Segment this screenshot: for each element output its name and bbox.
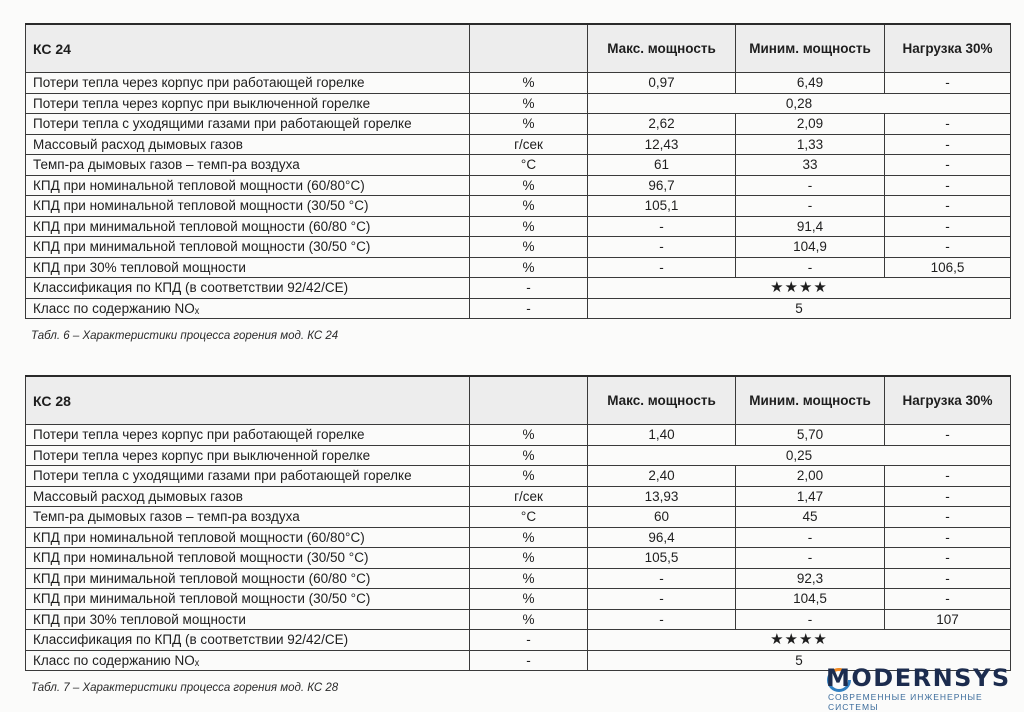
load-30-header: Нагрузка 30% <box>885 24 1011 73</box>
table-row <box>26 298 1011 319</box>
table-row <box>26 278 1011 299</box>
table-caption: Табл. 7 – Характеристики процесса горения мод. КС 28 <box>31 682 339 694</box>
efficiency-stars-cell: ★★★★ <box>588 278 1011 299</box>
min-power-cell: - <box>736 527 885 548</box>
max-power-cell: 96,4 <box>588 527 736 548</box>
unit-column-header <box>470 376 588 425</box>
unit-cell: - <box>470 650 588 671</box>
unit-cell: % <box>470 466 588 487</box>
unit-cell: - <box>470 298 588 319</box>
parameter-cell: Массовый расход дымовых газов <box>26 134 470 155</box>
parameter-cell: Классификация по КПД (в соответствии 92/42/CE) <box>26 630 470 651</box>
load-30-cell: - <box>885 216 1011 237</box>
parameter-cell: Класс по содержанию NOₓ <box>26 650 470 671</box>
load-30-cell: - <box>885 486 1011 507</box>
max-power-cell: - <box>588 609 736 630</box>
efficiency-stars-cell: ★★★★ <box>588 630 1011 651</box>
unit-cell: °C <box>470 507 588 528</box>
unit-cell: г/сек <box>470 134 588 155</box>
max-power-cell: 2,40 <box>588 466 736 487</box>
merged-value-cell: 5 <box>588 298 1011 319</box>
unit-column-header <box>470 24 588 73</box>
unit-cell: % <box>470 527 588 548</box>
load-30-cell: - <box>885 114 1011 135</box>
unit-cell: % <box>470 73 588 94</box>
load-30-cell: 107 <box>885 609 1011 630</box>
min-power-cell: - <box>736 196 885 217</box>
load-30-cell: - <box>885 507 1011 528</box>
min-power-cell: 104,5 <box>736 589 885 610</box>
merged-value-cell: 0,28 <box>588 93 1011 114</box>
table-row <box>26 114 1011 135</box>
max-power-cell: 60 <box>588 507 736 528</box>
table-row <box>26 630 1011 651</box>
parameter-cell: Потери тепла через корпус при выключенной горелке <box>26 93 470 114</box>
table-row <box>26 175 1011 196</box>
load-30-cell: - <box>885 237 1011 258</box>
parameter-cell: Темп-ра дымовых газов – темп-ра воздуха <box>26 155 470 176</box>
max-power-header: Макс. мощность <box>588 376 736 425</box>
unit-cell: % <box>470 589 588 610</box>
table-row <box>26 237 1011 258</box>
table-row <box>26 425 1011 446</box>
combustion-table-kc24 <box>25 23 1011 319</box>
unit-cell: - <box>470 278 588 299</box>
parameter-cell: Потери тепла через корпус при работающей горелке <box>26 425 470 446</box>
min-power-cell: 104,9 <box>736 237 885 258</box>
max-power-cell: 105,1 <box>588 196 736 217</box>
unit-cell: % <box>470 196 588 217</box>
min-power-cell: 2,00 <box>736 466 885 487</box>
min-power-cell: - <box>736 257 885 278</box>
load-30-cell: - <box>885 155 1011 176</box>
combustion-table-kc28 <box>25 375 1011 671</box>
load-30-cell: - <box>885 589 1011 610</box>
min-power-cell: 33 <box>736 155 885 176</box>
unit-cell: % <box>470 425 588 446</box>
load-30-header: Нагрузка 30% <box>885 376 1011 425</box>
load-30-cell: - <box>885 425 1011 446</box>
min-power-header: Миним. мощность <box>736 376 885 425</box>
parameter-cell: Потери тепла с уходящими газами при работающей горелке <box>26 466 470 487</box>
table-model-title: КС 28 <box>26 376 470 425</box>
load-30-cell: - <box>885 134 1011 155</box>
load-30-cell: - <box>885 73 1011 94</box>
load-30-cell: - <box>885 548 1011 569</box>
table-row <box>26 589 1011 610</box>
load-30-cell: - <box>885 568 1011 589</box>
min-power-cell: - <box>736 548 885 569</box>
table-row <box>26 216 1011 237</box>
logo-tagline: СОВРЕМЕННЫЕ ИНЖЕНЕРНЫЕ СИСТЕМЫ <box>828 692 983 712</box>
load-30-cell: - <box>885 175 1011 196</box>
load-30-cell: - <box>885 196 1011 217</box>
max-power-cell: 96,7 <box>588 175 736 196</box>
max-power-cell: 12,43 <box>588 134 736 155</box>
unit-cell: % <box>470 257 588 278</box>
unit-cell: % <box>470 175 588 196</box>
max-power-cell: 1,40 <box>588 425 736 446</box>
unit-cell: % <box>470 93 588 114</box>
table-row <box>26 73 1011 94</box>
parameter-cell: Классификация по КПД (в соответствии 92/42/CE) <box>26 278 470 299</box>
max-power-cell: - <box>588 257 736 278</box>
max-power-cell: - <box>588 589 736 610</box>
max-power-cell: - <box>588 568 736 589</box>
table-caption: Табл. 6 – Характеристики процесса горения мод. КС 24 <box>31 330 339 342</box>
table-row <box>26 93 1011 114</box>
table-row <box>26 548 1011 569</box>
table-row <box>26 507 1011 528</box>
parameter-cell: Массовый расход дымовых газов <box>26 486 470 507</box>
min-power-cell: 1,47 <box>736 486 885 507</box>
parameter-cell: КПД при минимальной тепловой мощности (30/50 °C) <box>26 237 470 258</box>
unit-cell: °C <box>470 155 588 176</box>
table-header-row <box>26 376 1011 425</box>
unit-cell: г/сек <box>470 486 588 507</box>
table-row <box>26 196 1011 217</box>
max-power-cell: - <box>588 237 736 258</box>
table-row <box>26 568 1011 589</box>
parameter-cell: КПД при номинальной тепловой мощности (30/50 °C) <box>26 548 470 569</box>
unit-cell: % <box>470 445 588 466</box>
min-power-cell: 5,70 <box>736 425 885 446</box>
min-power-cell: 91,4 <box>736 216 885 237</box>
table-row <box>26 445 1011 466</box>
unit-cell: % <box>470 548 588 569</box>
min-power-cell: 1,33 <box>736 134 885 155</box>
min-power-header: Миним. мощность <box>736 24 885 73</box>
max-power-cell: 0,97 <box>588 73 736 94</box>
parameter-cell: КПД при 30% тепловой мощности <box>26 609 470 630</box>
parameter-cell: Потери тепла через корпус при выключенной горелке <box>26 445 470 466</box>
table-header-row <box>26 24 1011 73</box>
parameter-cell: Потери тепла через корпус при работающей горелке <box>26 73 470 94</box>
min-power-cell: 45 <box>736 507 885 528</box>
load-30-cell: - <box>885 527 1011 548</box>
table-row <box>26 486 1011 507</box>
parameter-cell: КПД при минимальной тепловой мощности (30/50 °C) <box>26 589 470 610</box>
parameter-cell: КПД при номинальной тепловой мощности (60/80°C) <box>26 175 470 196</box>
load-30-cell: 106,5 <box>885 257 1011 278</box>
max-power-cell: 2,62 <box>588 114 736 135</box>
max-power-header: Макс. мощность <box>588 24 736 73</box>
min-power-cell: - <box>736 609 885 630</box>
min-power-cell: 2,09 <box>736 114 885 135</box>
parameter-cell: КПД при номинальной тепловой мощности (30/50 °C) <box>26 196 470 217</box>
table-row <box>26 257 1011 278</box>
merged-value-cell: 0,25 <box>588 445 1011 466</box>
max-power-cell: 61 <box>588 155 736 176</box>
load-30-cell: - <box>885 466 1011 487</box>
max-power-cell: 13,93 <box>588 486 736 507</box>
parameter-cell: КПД при минимальной тепловой мощности (60/80 °C) <box>26 216 470 237</box>
unit-cell: % <box>470 237 588 258</box>
unit-cell: % <box>470 114 588 135</box>
parameter-cell: КПД при номинальной тепловой мощности (60/80°C) <box>26 527 470 548</box>
max-power-cell: - <box>588 216 736 237</box>
parameter-cell: Класс по содержанию NOₓ <box>26 298 470 319</box>
table-row <box>26 134 1011 155</box>
min-power-cell: 92,3 <box>736 568 885 589</box>
parameter-cell: КПД при минимальной тепловой мощности (60/80 °C) <box>26 568 470 589</box>
parameter-cell: Темп-ра дымовых газов – темп-ра воздуха <box>26 507 470 528</box>
parameter-cell: Потери тепла с уходящими газами при работающей горелке <box>26 114 470 135</box>
max-power-cell: 105,5 <box>588 548 736 569</box>
unit-cell: % <box>470 609 588 630</box>
modernsys-logo <box>822 664 1022 712</box>
unit-cell: - <box>470 630 588 651</box>
table-row <box>26 155 1011 176</box>
min-power-cell: 6,49 <box>736 73 885 94</box>
table-model-title: КС 24 <box>26 24 470 73</box>
table-row <box>26 609 1011 630</box>
unit-cell: % <box>470 216 588 237</box>
logo-brand-text: MODERNSYS <box>826 664 1011 692</box>
table-row <box>26 527 1011 548</box>
merged-value-cell: 5 <box>588 650 1011 671</box>
min-power-cell: - <box>736 175 885 196</box>
parameter-cell: КПД при 30% тепловой мощности <box>26 257 470 278</box>
table-row <box>26 466 1011 487</box>
unit-cell: % <box>470 568 588 589</box>
